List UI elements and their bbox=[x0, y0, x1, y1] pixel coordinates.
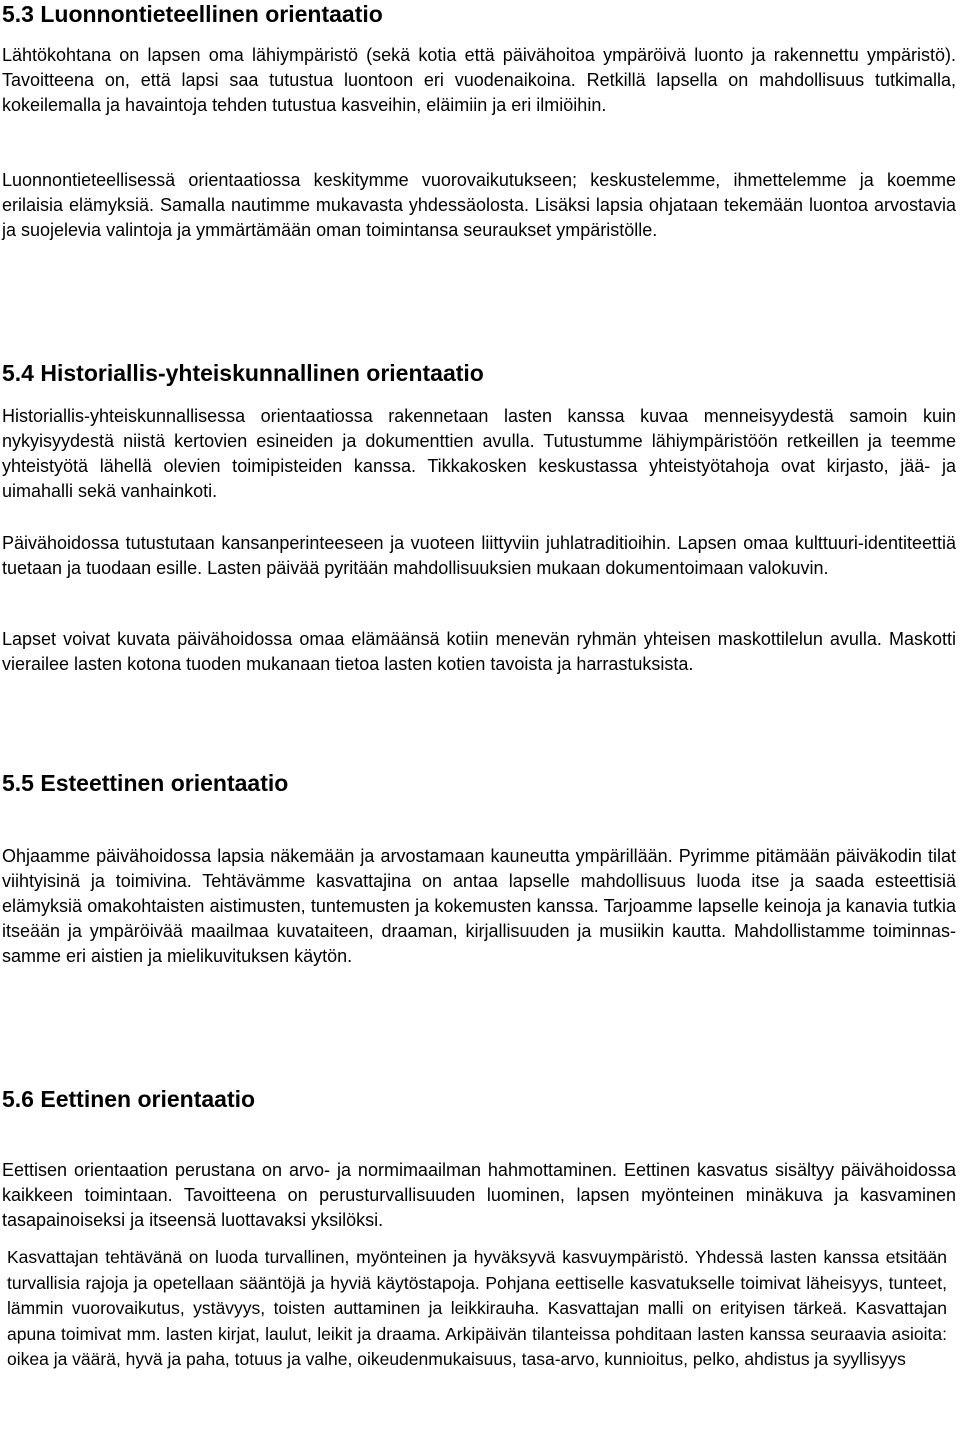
paragraph-5-4-3: Lapset voivat kuvata päivähoidossa omaa elämäänsä kotiin menevän ryhmän yhteisen maskottilelun avulla. Maskotti vierailee lasten kotona tuoden mukanaan tietoa lasten kotien tavoista ja harrastuksista. bbox=[2, 629, 956, 674]
paragraph-5-6-1: Eettisen orientaation perustana on arvo- ja normimaailman hahmottaminen. Eettinen kasvatus sisältyy päivähoidossa kaikkeen toimintaan. Tavoitteena on perusturvallisuuden luominen, lapsen myönteinen minäkuva ja kasvaminen tasapainoiseksi ja itseensä luottavaksi yksilöksi. bbox=[2, 1160, 956, 1230]
heading-5-5: 5.5 Esteettinen orientaatio bbox=[2, 770, 289, 796]
paragraph-5-3-1: Lähtökohtana on lapsen oma lähiympäristö (sekä kotia että päivähoitoa ympäröivä luonto ja rakennettu ympäristö). Tavoitteena on, että lapsi saa tutustua luontoon eri vuodenaikoina. Retkillä lapsella on mahdollisuus tutkimalla, kokeilemalla ja havaintoja tehden tutustua kasveihin, eläimiin ja eri ilmiöihin. bbox=[2, 45, 956, 115]
heading-5-4: 5.4 Historiallis-yhteiskunnallinen orientaatio bbox=[2, 360, 484, 386]
heading-5-3: 5.3 Luonnontieteellinen orientaatio bbox=[2, 1, 383, 27]
paragraph-5-4-2: Päivähoidossa tutustutaan kansanperinteeseen ja vuoteen liittyviin juhlatraditioihin. Lapsen omaa kulttuuri-identiteettiä tuetaan ja tuodaan esille. Lasten päivää pyritään mahdollisuuksien mukaan dokumentoimaan valokuvin. bbox=[2, 533, 956, 578]
paragraph-5-5-1: Ohjaamme päivähoidossa lapsia näkemään ja arvostamaan kauneutta ympärillään. Pyrimme pitämään päiväkodin tilat viihtyisinä ja toimivina. Tehtävämme kasvattajina on antaa lapselle mahdollisuus luoda itse ja saada esteettisiä elämyksiä omakohtaisten aistimusten, tuntemusten ja kokemusten kanssa. Tarjoamme lapselle keinoja ja kanavia tutkia itseään ja ympäröivää maailmaa kuvataiteen, draaman, kirjallisuuden ja musiikin kautta. Mahdollistamme toiminnassamme eri aistien ja mielikuvituksen käytön. bbox=[2, 846, 956, 966]
paragraph-5-3-2: Luonnontieteellisessä orientaatiossa keskitymme vuorovaikutukseen; keskustelemme, ihmettelemme ja koemme erilaisia elämyksiä. Samalla nautimme mukavasta yhdessäolosta. Lisäksi lapsia ohjataan tekemään luontoa arvostavia ja suojelevia valintoja ja ymmärtämään oman toimintansa seuraukset ympäristölle. bbox=[2, 170, 956, 240]
paragraph-5-6-2: Kasvattajan tehtävänä on luoda turvallinen, myönteinen ja hyväksyvä kasvuympäristö. Yhdessä lasten kanssa etsitään turvallisia rajoja ja opetellaan sääntöjä ja hyviä käytöstapoja. Pohjana eettiselle kasvatukselle toimivat läheisyys, tunteet, lämmin vuorovaikutus, ystävyys, toisten auttaminen ja leikkirauha. Kasvattajan malli on erityisen tärkeä. Kasvattajan apuna toimivat mm. lasten kirjat, laulut, leikit ja draama. Arkipäivän tilanteissa pohditaan lasten kanssa seuraavia asioita: oikea ja väärä, hyvä ja paha, totuus ja valhe, oikeudenmukaisuus, tasa-arvo, kunnioitus, pelko, ahdistus ja syyllisyys bbox=[7, 1247, 947, 1370]
paragraph-5-4-1: Historiallis-yhteiskunnallisessa orientaatiossa rakennetaan lasten kanssa kuvaa menneisyydestä samoin kuin nykyisyydestä niistä kertovien esineiden ja dokumenttien avulla. Tutustumme lähiympäristöön retkeillen ja teemme yhteistyötä lähellä olevien toimipisteiden kanssa. Tikkakosken keskustassa yhteistyötahoja ovat kirjasto, jää- ja uimahalli sekä vanhainkoti. bbox=[2, 406, 956, 501]
heading-5-6: 5.6 Eettinen orientaatio bbox=[2, 1086, 256, 1112]
